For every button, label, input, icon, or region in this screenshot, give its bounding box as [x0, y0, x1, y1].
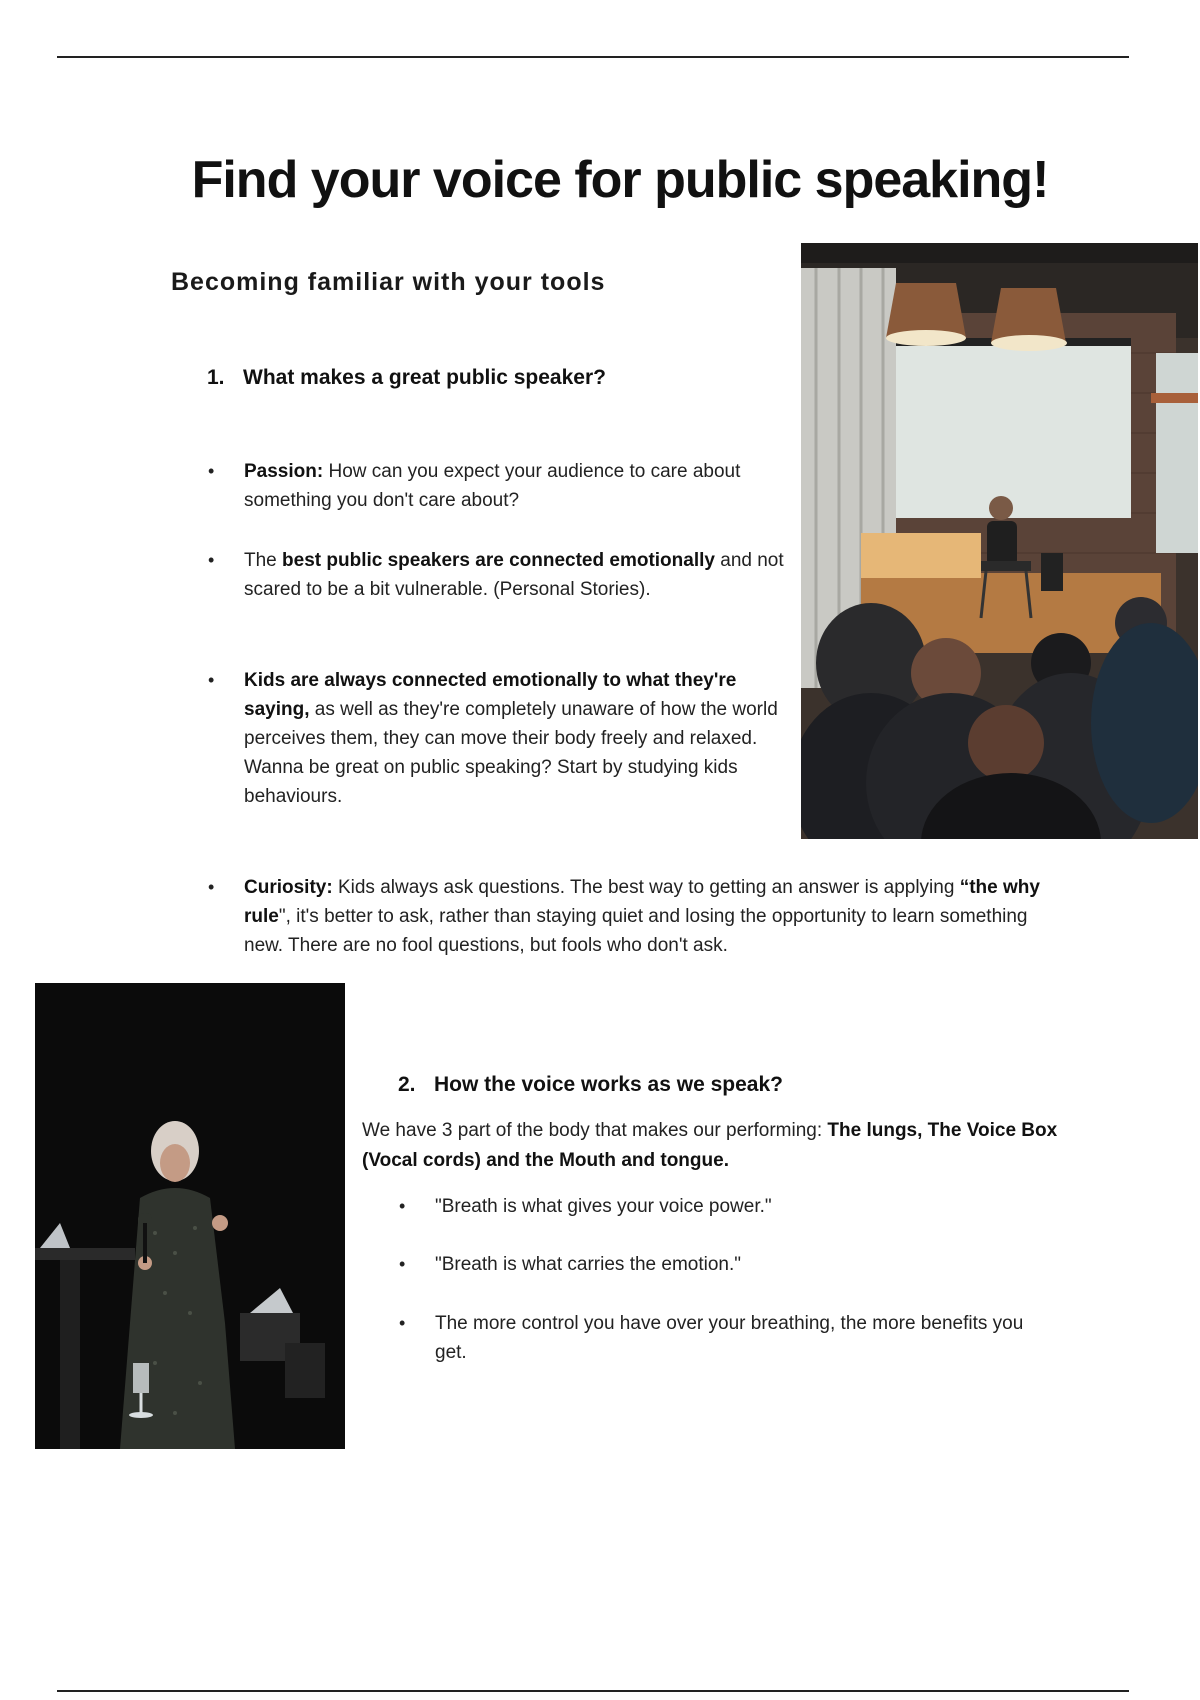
conference-photo	[801, 243, 1198, 839]
bullet-curiosity-bold: Curiosity:	[244, 877, 333, 898]
bullet-best-speakers	[208, 546, 784, 604]
bullet-dot: •	[208, 670, 215, 690]
bullet-passion	[208, 457, 784, 515]
bullet-kids	[208, 666, 784, 811]
bullet-dot: •	[399, 1313, 406, 1333]
bullet-curiosity-text2: ", it's better to ask, rather than staying quiet and losing the opportunity to learn something new. There are no fool questions, but fools who don't ask.	[244, 906, 1028, 956]
question-2-number: 2.	[398, 1073, 416, 1096]
section-2-intro-bold: The lungs, The Voice Box (Vocal cords) and the Mouth and tongue.	[362, 1120, 1058, 1171]
section-2-intro	[362, 1116, 1062, 1176]
bullet-breath-emotion	[399, 1250, 1055, 1279]
bullet-breath-power	[399, 1192, 1055, 1221]
bottom-rule	[57, 1690, 1129, 1692]
question-1-number: 1.	[207, 366, 225, 389]
question-1-heading	[207, 366, 606, 390]
bullet-kids-bold: Kids are always connected emotionally to what they're saying,	[244, 670, 737, 720]
bullet-curiosity-bold2: “the why rule	[244, 877, 1040, 927]
bullet-dot: •	[399, 1196, 406, 1216]
speaker-photo	[35, 983, 345, 1449]
top-rule	[57, 56, 1129, 58]
bullet-dot: •	[208, 461, 215, 481]
section-2-intro-text: We have 3 part of the body that makes our performing:	[362, 1120, 828, 1141]
bullet-curiosity-text: Kids always ask questions. The best way to getting an answer is applying	[332, 877, 960, 898]
bullet-curiosity	[208, 873, 1064, 960]
question-2-text: How the voice works as we speak?	[434, 1073, 783, 1096]
bullet-breath-power-text: "Breath is what gives your voice power."	[435, 1196, 772, 1217]
question-1-text: What makes a great public speaker?	[243, 366, 606, 389]
section-subtitle: Becoming familiar with your tools	[171, 268, 606, 296]
page-title: Find your voice for public speaking!	[191, 151, 1049, 209]
bullet-best-speakers-text: and not scared to be a bit vulnerable. (Personal Stories).	[244, 550, 784, 600]
bullet-kids-text: as well as they're completely unaware of how the world perceives them, they can move their body freely and relaxed. Wanna be great on public speaking? Start by studying kids behaviours.	[244, 699, 778, 807]
bullet-passion-bold: Passion:	[244, 461, 324, 482]
bullet-passion-text: How can you expect your audience to care about something you don't care about?	[244, 461, 741, 511]
bullet-breathing-control	[399, 1309, 1055, 1367]
bullet-breathing-control-text: The more control you have over your breathing, the more benefits you get.	[435, 1313, 1024, 1363]
bullet-best-speakers-bold: best public speakers are connected emotionally	[282, 550, 715, 571]
bullet-breath-emotion-text: "Breath is what carries the emotion."	[435, 1254, 742, 1275]
bullet-dot: •	[208, 877, 215, 897]
bullet-dot: •	[399, 1254, 406, 1274]
bullet-dot: •	[208, 550, 215, 570]
bullet-best-speakers-pre: The	[244, 550, 283, 571]
question-2-heading	[398, 1073, 783, 1097]
